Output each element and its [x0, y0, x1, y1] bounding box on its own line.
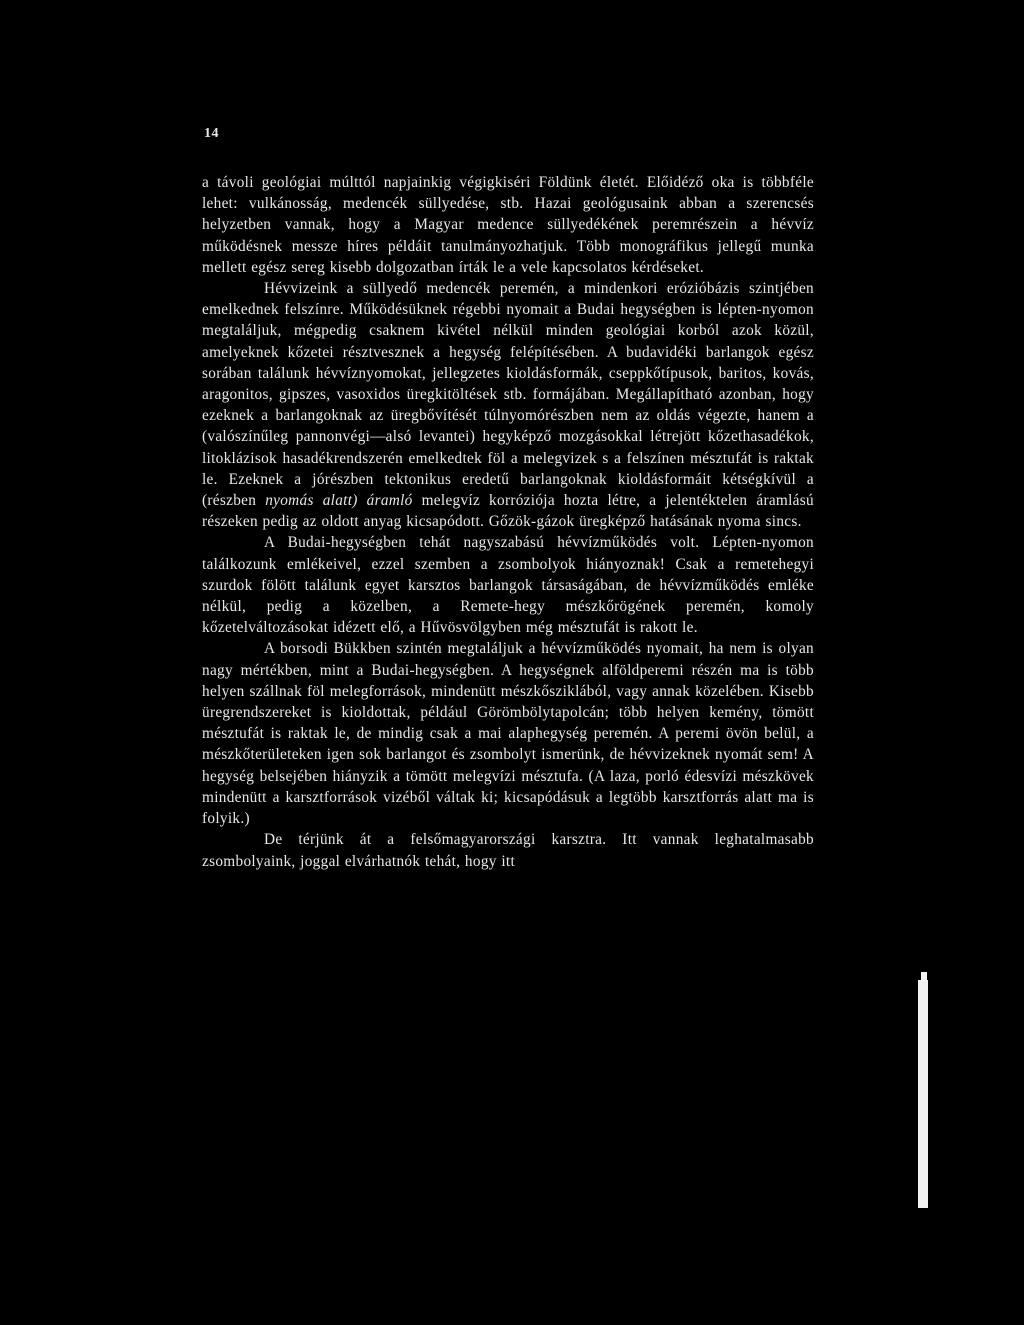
paragraph-3: A Budai-hegységben tehát nagyszabású hévvízműködés volt. Lépten-nyomon találkozunk emlékeivel, ezzel szemben a zsombolyok hiányoznak! Csak a remetehegyi szurdok fölött találunk egyet karsztos barlangok társaságában, de hévvízműködés emléke nélkül, pedig a közelben, a Remete-hegy mészkőrögének peremén, komoly kőzetelváltozásokat idézett elő, a Hűvösvölgyben még mésztufát is rakott le.: [202, 534, 814, 637]
paragraph-2-text-a: Hévvizeink a süllyedő medencék peremén, a mindenkori erózióbázis szintjében emelkednek felszínre. Működésüknek régebbi nyomait a Budai hegységben is lépten-nyomon megtaláljuk, mégpedig csaknem kivétel nélkül minden geológiai korból azok közül, amelyeknek kőzetei résztvesznek a hegység felépítésében. A budavidéki barlangok egész sorában találunk hévvíznyomokat, jellegzetes kioldásformák, cseppkőtípusok, baritos, kovás, aragonitos, gipszes, vasoxidos üregkitöltések stb. formájában. Megállapítható azonban, hogy ezeknek a barlangoknak az üregbővítését túlnyomórészben nem az oldás végezte, hanem a (valószínűleg pannonvégi—alsó levantei) hegyképző mozgásokkal létrejött kőzethasadékok, litoklázisok hasadékrendszerén emelkedtek föl a melegvizek s a felszínen mésztufát is raktak le. Ezeknek a jórészben tektonikus eredetű barlangoknak kioldásformáit kétségkívül a (részben: [202, 280, 814, 510]
body-text: [202, 172, 814, 872]
paragraph-2: [202, 278, 814, 532]
paragraph-2-italic: nyomás alatt) áramló: [265, 492, 413, 510]
scan-edge-mark: [918, 980, 928, 1208]
paragraph-1: a távoli geológiai múlttól napjainkig végigkiséri Földünk életét. Előidéző oka is többféle lehet: vulkánosság, medencék süllyedése, stb. Hazai geológusaink abban a szerencsés helyzetben vannak, hogy a Magyar medence süllyedékének peremrészein a hévvíz működésnek messze híres példáit tanulmányozhatjuk. Több monográfikus jellegű munka mellett egész sereg kisebb dolgozatban írták le a vele kapcsolatos kérdéseket.: [202, 174, 814, 276]
page-number: 14: [204, 126, 219, 141]
paragraph-2-text-b: melegvíz korróziója hozta létre, a jelentéktelen áramlású részeken pedig az oldott anyag kicsapódott. Gőzök-gázok üregképző hatásának nyoma sincs.: [202, 492, 814, 531]
paragraph-4: A borsodi Bükkben szintén megtaláljuk a hévvízműködés nyomait, ha nem is olyan nagy mértékben, mint a Budai-hegységben. A hegységnek alföldperemi részén ma is több helyen szállnak föl melegforrások, mindenütt mészkősziklából, vagy annak közelében. Kisebb üregrendszereket is kioldottak, például Görömbölytapolcán; több helyen kemény, tömött mésztufát is raktak le, de mindig csak a mai alaphegység peremén. A peremi övön belül, a mészkőterületeken igen sok barlangot és zsombolyt ismerünk, de hévvizeknek nyomát sem! A hegység belsejében hiányzik a tömött melegvízi mésztufa. (A laza, porló édesvízi mészkövek mindenütt a karsztforrások vizéből váltak ki; kicsapódásuk a legtöbb karsztforrás alatt ma is folyik.): [202, 640, 814, 828]
paragraph-5: De térjünk át a felsőmagyarországi karsztra. Itt vannak leghatalmasabb zsombolyaink, joggal elvárhatnók tehát, hogy itt: [202, 831, 814, 870]
